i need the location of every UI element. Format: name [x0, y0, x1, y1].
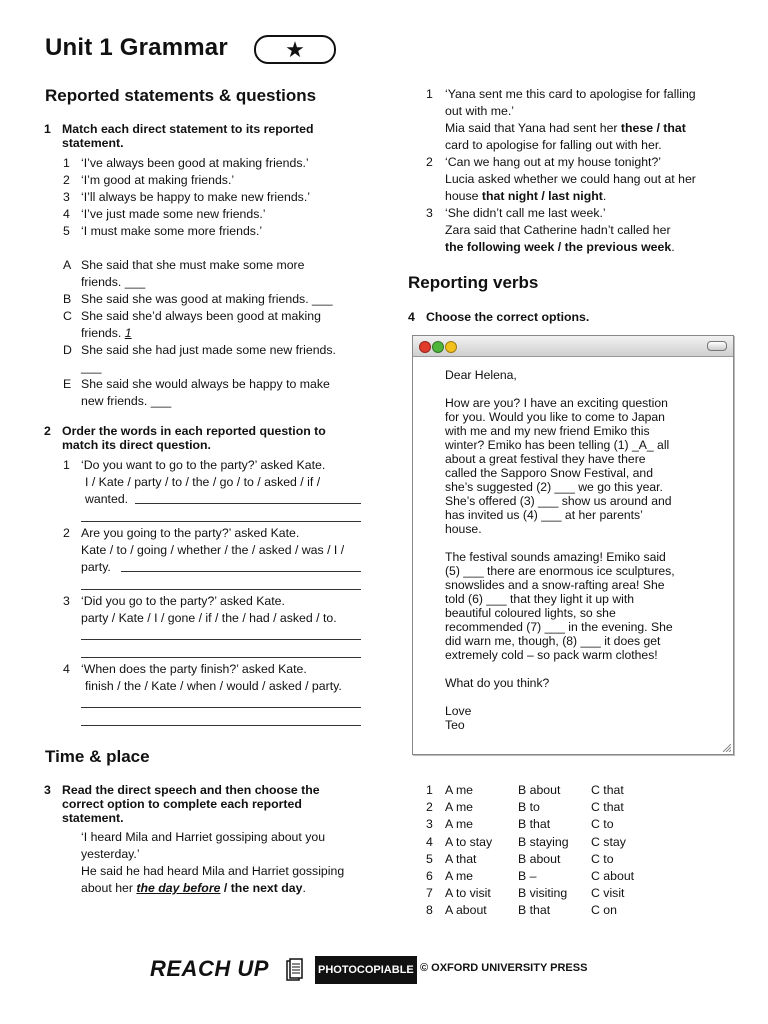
page-title: Unit 1 Grammar [45, 34, 228, 61]
email-line: about a great festival they have there [445, 452, 646, 466]
answer-text: She said that she must make some more [81, 258, 305, 272]
q4-instruction [408, 310, 728, 326]
email-paragraph-2 [445, 550, 695, 662]
email-line: She’s offered (3) ___ show us around and [445, 494, 672, 508]
example-reported: He said he had heard Mila and Harriet gossiping [81, 864, 345, 878]
direct-speech: ‘Can we hang out at my house tonight?’ [445, 155, 662, 169]
q1-number: 1 [44, 122, 51, 136]
q1-statement [63, 206, 363, 223]
email-line: (5) ___ there are enormous ice sculptures, [445, 564, 675, 578]
q3-item-1 [426, 86, 726, 154]
email-line: recommended (7) ___ in the evening. She [445, 620, 673, 634]
email-line: How are you? I have an exciting question [445, 396, 668, 410]
word-jumble: Kate / to / going / whether / the / asked / was / I / [81, 543, 345, 557]
q3-instr-line1: Read the direct speech and then choose the [62, 783, 320, 797]
option-row [426, 799, 726, 816]
item-number: 2 [426, 800, 433, 815]
email-line: she’s suggested (2) ___ we go this year. [445, 480, 663, 494]
option-b[interactable]: B that [518, 903, 551, 918]
q3-number: 3 [44, 783, 51, 797]
option-c[interactable]: C stay [591, 834, 626, 849]
q1-answer-a [63, 257, 363, 291]
example-reported [81, 880, 371, 897]
statement-text: ‘I’ve just made some new friends.’ [81, 207, 266, 221]
example-other-option: / the next day [223, 881, 303, 895]
q2-instr-line1: Order the words in each reported question to [62, 424, 326, 438]
difficulty-star-badge: ★ [254, 35, 336, 64]
option-b[interactable]: B staying [518, 834, 569, 849]
item-number: 4 [63, 207, 70, 221]
option-a[interactable]: A that [445, 851, 477, 866]
option-row [426, 902, 726, 919]
email-signoff: Love [445, 704, 472, 718]
direct-speech: out with me.’ [445, 104, 515, 118]
answer-text: She said she had just made some new friends. [81, 343, 336, 357]
q2-item-4 [63, 661, 363, 731]
minimize-dot-icon[interactable] [445, 341, 457, 353]
option-c[interactable]: C that [591, 783, 624, 797]
answer-line[interactable] [81, 639, 361, 640]
q1-statement [63, 172, 363, 189]
q2-item-3 [63, 593, 363, 663]
q4-number: 4 [408, 310, 415, 324]
reported-text: . [671, 240, 675, 254]
email-line: called the Sapporo Snow Festival, and [445, 466, 653, 480]
email-line: winter? Emiko has been telling (1) _A_ all [445, 438, 670, 452]
statement-text: ‘I’m good at making friends.’ [81, 173, 235, 187]
option-c[interactable]: C that [591, 800, 624, 815]
example-answer: 1 [124, 326, 132, 340]
email-signature: Teo [445, 718, 465, 732]
choice-options[interactable]: the following week / the previous week [445, 240, 672, 254]
choice-options[interactable]: these / that [620, 121, 686, 135]
item-number: 5 [63, 224, 70, 238]
reported-text: Zara said that Catherine hadn’t called her [445, 223, 671, 237]
q1-answers [63, 257, 363, 410]
answer-line[interactable] [81, 521, 361, 522]
section-heading-reporting-verbs: Reporting verbs [408, 273, 539, 292]
answer-line[interactable] [81, 707, 361, 708]
option-row [426, 782, 726, 799]
word-jumble: party. [81, 560, 111, 574]
item-number: 2 [63, 526, 70, 540]
answer-text: She said she was good at making friends. ___ [81, 292, 333, 306]
option-letter: E [63, 377, 72, 391]
answer-text: new friends. ___ [81, 394, 172, 408]
q2-instr-line2: match its direct question. [62, 438, 211, 452]
item-number: 3 [63, 190, 70, 204]
option-c[interactable]: C about [591, 868, 635, 883]
section-heading-reported: Reported statements & questions [45, 86, 317, 105]
q1-statement [63, 223, 363, 240]
direct-speech: ‘Yana sent me this card to apologise for falling [445, 87, 696, 101]
q1-answer-b [63, 291, 363, 308]
item-number: 1 [63, 458, 70, 472]
option-b[interactable]: B that [518, 817, 551, 832]
word-jumble: I / Kate / party / to / the / go / to / asked / if / [85, 475, 321, 489]
q1-statement [63, 189, 363, 206]
direct-question: ‘Did you go to the party?’ asked Kate. [81, 594, 285, 608]
q1-answer-d [63, 342, 363, 376]
q1-statement [63, 155, 363, 172]
example-text: about her [81, 881, 133, 895]
section-heading-time-place: Time & place [45, 747, 150, 766]
example-direct-speech: ‘I heard Mila and Harriet gossiping about you [81, 830, 326, 844]
item-number: 1 [426, 87, 433, 101]
q3-instr-line3: statement. [62, 811, 124, 825]
answer-line[interactable] [81, 725, 361, 726]
q3-instruction [44, 783, 364, 827]
book-icon [286, 958, 304, 982]
item-number: 3 [63, 594, 70, 608]
email-line: for you. Would you like to come to Japan [445, 410, 665, 424]
q2-item-1 [63, 457, 363, 527]
q1-statements [63, 155, 363, 240]
item-number: 1 [426, 783, 433, 797]
option-c[interactable]: C visit [591, 886, 625, 901]
q3-instr-line2: correct option to complete each reported [62, 797, 302, 811]
item-number: 3 [426, 817, 433, 832]
word-jumble: party / Kate / I / gone / if / the / had / asked / to. [81, 611, 337, 625]
q1-answer-e [63, 376, 363, 410]
reported-text: house [445, 189, 482, 203]
option-letter: A [63, 258, 72, 272]
word-jumble: finish / the / Kate / when / would / asked / party. [85, 679, 342, 693]
email-line: beautiful coloured lights, so she [445, 606, 616, 620]
answer-text: She said she’d always been good at making [81, 309, 321, 323]
option-row [426, 834, 726, 851]
option-c[interactable]: C to [591, 817, 614, 832]
q2-instruction [44, 424, 364, 454]
direct-speech: ‘She didn’t call me last week.’ [445, 206, 606, 220]
q1-answer-c [63, 308, 363, 342]
photocopiable-badge: PHOTOCOPIABLE [315, 956, 417, 984]
option-b[interactable]: B about [518, 851, 561, 866]
window-toolbar-button[interactable] [707, 341, 727, 351]
reported-text: card to apologise for falling out with her. [445, 138, 662, 152]
option-b[interactable]: B about [518, 783, 561, 797]
answer-line[interactable] [81, 589, 361, 590]
answer-line[interactable] [121, 571, 361, 572]
example-answer: the day before [136, 881, 221, 895]
email-title-bar [413, 336, 733, 357]
example-text: . [302, 881, 306, 895]
option-a[interactable]: A about [445, 903, 487, 918]
email-window [412, 335, 734, 755]
answer-line[interactable] [81, 657, 361, 658]
resize-grip-icon[interactable] [721, 742, 731, 752]
option-b[interactable]: B to [518, 800, 540, 815]
option-a[interactable]: A to visit [445, 886, 491, 901]
reach-up-logo: REACH UP [150, 956, 269, 981]
email-line: house. [445, 522, 482, 536]
direct-question: ‘Do you want to go to the party?’ asked Kate. [81, 458, 326, 472]
option-row [426, 851, 726, 868]
option-a[interactable]: A me [445, 800, 474, 815]
email-line: with me and my new friend Emiko this [445, 424, 650, 438]
option-row [426, 868, 726, 885]
word-jumble: wanted. [85, 492, 129, 506]
item-number: 2 [426, 155, 433, 169]
q3-example [81, 829, 371, 899]
close-dot-icon[interactable] [419, 341, 431, 353]
email-line: The festival sounds amazing! Emiko said [445, 550, 666, 564]
statement-text: ‘I must make some more friends.’ [81, 224, 263, 238]
q1-instr-line1: Match each direct statement to its reported [62, 122, 314, 136]
email-line: has invited us (4) ___ at her parents’ [445, 508, 643, 522]
direct-question: Are you going to the party?’ asked Kate. [81, 526, 300, 540]
option-a[interactable]: A me [445, 817, 474, 832]
answer-text: friends. [81, 326, 122, 340]
email-line: told (6) ___ that they light it up with [445, 592, 635, 606]
q3-item-2 [426, 154, 726, 205]
q2-number: 2 [44, 424, 51, 438]
option-a[interactable]: A to stay [445, 834, 493, 849]
item-number: 2 [63, 173, 70, 187]
email-paragraph-3: What do you think? [445, 676, 550, 690]
item-number: 1 [63, 156, 70, 170]
option-row [426, 885, 726, 902]
example-direct-speech: yesterday.’ [81, 847, 140, 861]
option-a[interactable]: A me [445, 783, 474, 797]
email-line: did warn me, though, (8) ___ it does get [445, 634, 661, 648]
item-number: 3 [426, 206, 433, 220]
choice-options[interactable]: that night / last night [481, 189, 603, 203]
q1-instr-line2: statement. [62, 136, 124, 150]
option-letter: C [63, 309, 72, 323]
q4-options [426, 782, 726, 920]
item-number: 6 [426, 868, 433, 883]
option-a[interactable]: A me [445, 868, 474, 883]
email-line: extremely cold – so pack warm clothes! [445, 648, 658, 662]
email-body [445, 368, 695, 732]
q3-item-3 [426, 205, 726, 256]
answer-line[interactable] [135, 503, 361, 504]
q1-instruction [44, 122, 364, 152]
publisher-credit: © OXFORD UNIVERSITY PRESS [420, 962, 588, 974]
item-number: 4 [63, 662, 70, 676]
answer-text: friends. ___ [81, 275, 146, 289]
item-number: 8 [426, 903, 433, 918]
statement-text: ‘I’ve always been good at making friends.’ [81, 156, 309, 170]
option-row [426, 816, 726, 833]
email-line: snowslides and a snow-rafting area! She [445, 578, 665, 592]
statement-text: ‘I’ll always be happy to make new friends.’ [81, 190, 310, 204]
maximize-dot-icon[interactable] [432, 341, 444, 353]
option-b[interactable]: B – [518, 868, 537, 883]
q4-instr-text: Choose the correct options. [426, 310, 590, 324]
q3-items [426, 86, 726, 256]
reported-text: Lucia asked whether we could hang out at her [445, 172, 696, 186]
reported-text: . [602, 189, 607, 203]
option-c[interactable]: C on [591, 903, 617, 918]
answer-blank[interactable]: ___ [81, 360, 102, 374]
option-letter: B [63, 292, 72, 306]
option-b[interactable]: B visiting [518, 886, 568, 901]
email-paragraph-1 [445, 396, 695, 536]
direct-question: ‘When does the party finish?’ asked Kate. [81, 662, 307, 676]
email-greeting: Dear Helena, [445, 368, 517, 382]
option-c[interactable]: C to [591, 851, 614, 866]
q2-item-2 [63, 525, 363, 595]
answer-text: She said she would always be happy to make [81, 377, 330, 391]
reported-text: Mia said that Yana had sent her [445, 121, 621, 135]
option-letter: D [63, 343, 72, 357]
item-number: 4 [426, 834, 433, 849]
item-number: 5 [426, 851, 433, 866]
item-number: 7 [426, 886, 433, 901]
